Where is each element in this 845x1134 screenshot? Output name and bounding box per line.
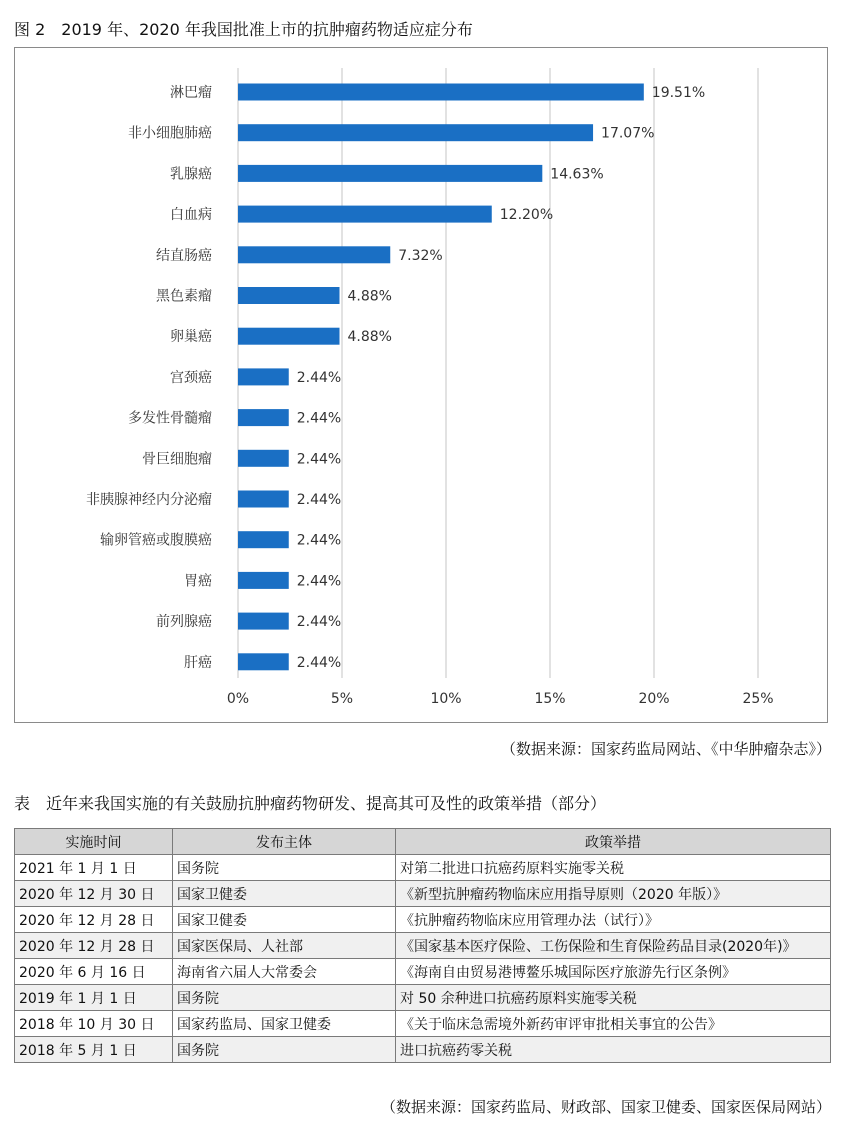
cell-measure: 《抗肿瘤药物临床应用管理办法（试行）》: [396, 907, 831, 933]
cell-measure: 对 50 余种进口抗癌药原料实施零关税: [396, 985, 831, 1011]
bar: [238, 531, 289, 548]
bar: [238, 328, 340, 345]
bar: [238, 450, 289, 467]
data-label: 2.44%: [296, 492, 342, 508]
category-label: 黑色素瘤: [156, 288, 212, 305]
cell-date: 2018 年 10 月 30 日: [15, 1011, 173, 1037]
cell-date: 2020 年 12 月 30 日: [15, 881, 173, 907]
data-label: 2.44%: [296, 532, 342, 549]
cell-issuer: 国家药监局、国家卫健委: [173, 1011, 396, 1037]
table-title: 表 近年来我国实施的有关鼓励抗肿瘤药物研发、提高其可及性的政策举措（部分）: [14, 794, 607, 813]
category-label: 白血病: [170, 207, 212, 224]
cell-issuer: 国家卫健委: [173, 881, 396, 907]
x-tick-label: 0%: [226, 691, 250, 707]
header-date: 实施时间: [15, 829, 173, 855]
category-label: 多发性骨髓瘤: [128, 410, 212, 427]
cell-measure: 《关于临床急需境外新药审评审批相关事宜的公告》: [396, 1011, 831, 1037]
bar: [238, 491, 289, 508]
cell-issuer: 国家卫健委: [173, 907, 396, 933]
bar: [238, 165, 542, 182]
category-label: 淋巴瘤: [170, 85, 212, 101]
x-tick-label: 25%: [742, 691, 774, 707]
bar: [238, 653, 289, 670]
data-label: 7.32%: [398, 247, 443, 264]
data-label: 2.44%: [296, 369, 342, 386]
table-row: [15, 933, 831, 959]
category-label: 宫颈癌: [170, 369, 212, 386]
figure-title: 图 2 2019 年、2020 年我国批准上市的抗肿瘤药物适应症分布: [14, 20, 473, 39]
cell-issuer: 国务院: [173, 855, 396, 881]
data-label: 4.88%: [347, 329, 392, 346]
header-measure: 政策举措: [396, 829, 831, 855]
data-label: 2.44%: [296, 654, 342, 671]
category-label: 前列腺癌: [156, 614, 212, 631]
x-tick-label: 10%: [430, 691, 462, 707]
x-tick-label: 5%: [330, 691, 354, 707]
table-row: [15, 1037, 831, 1063]
bar: [238, 206, 492, 223]
cell-date: 2019 年 1 月 1 日: [15, 985, 173, 1011]
data-label: 4.88%: [347, 288, 392, 305]
data-label: 17.07%: [601, 125, 655, 142]
cell-date: 2020 年 6 月 16 日: [15, 959, 173, 985]
bar-chart: [15, 48, 827, 722]
category-label: 卵巢癌: [170, 329, 212, 346]
data-label: 2.44%: [296, 410, 342, 427]
bar: [238, 409, 289, 426]
bar: [238, 287, 340, 304]
category-label: 非小细胞肺癌: [128, 125, 212, 142]
cell-measure: 《海南自由贸易港博鳌乐城国际医疗旅游先行区条例》: [396, 959, 831, 985]
bar: [238, 124, 593, 141]
chart-frame: [14, 47, 828, 723]
category-label: 非胰腺神经内分泌瘤: [86, 492, 212, 508]
category-label: 骨巨细胞瘤: [142, 451, 212, 468]
bar: [238, 368, 289, 385]
table-source: （数据来源：国家药监局、财政部、国家卫健委、国家医保局网站）: [380, 1098, 831, 1116]
cell-measure: 《新型抗肿瘤药物临床应用指导原则（2020 年版）》: [396, 881, 831, 907]
data-label: 12.20%: [499, 207, 554, 224]
data-label: 2.44%: [296, 573, 342, 590]
x-tick-label: 15%: [534, 691, 566, 707]
cell-measure: 进口抗癌药零关税: [396, 1037, 831, 1063]
bar: [238, 613, 289, 630]
cell-date: 2018 年 5 月 1 日: [15, 1037, 173, 1063]
bar: [238, 572, 289, 589]
table-row: [15, 985, 831, 1011]
table-row: [15, 1011, 831, 1037]
data-label: 19.51%: [651, 85, 706, 101]
bar: [238, 84, 644, 101]
category-label: 肝癌: [184, 654, 212, 671]
cell-issuer: 国家医保局、人社部: [173, 933, 396, 959]
bar: [238, 246, 390, 263]
data-label: 14.63%: [550, 166, 604, 183]
policy-table: [14, 828, 831, 1063]
x-tick-label: 20%: [638, 691, 670, 707]
table-header-row: [15, 829, 831, 855]
category-label: 胃癌: [184, 573, 212, 590]
table-row: [15, 907, 831, 933]
data-label: 2.44%: [296, 451, 342, 468]
cell-measure: 《国家基本医疗保险、工伤保险和生育保险药品目录(2020年)》: [396, 933, 831, 959]
category-label: 乳腺癌: [170, 166, 212, 183]
cell-date: 2020 年 12 月 28 日: [15, 933, 173, 959]
cell-measure: 对第二批进口抗癌药原料实施零关税: [396, 855, 831, 881]
table-row: [15, 855, 831, 881]
table-row: [15, 881, 831, 907]
cell-date: 2020 年 12 月 28 日: [15, 907, 173, 933]
data-label: 2.44%: [296, 614, 342, 631]
cell-date: 2021 年 1 月 1 日: [15, 855, 173, 881]
category-label: 输卵管癌或腹膜癌: [100, 532, 212, 549]
figure-source: （数据来源：国家药监局网站、《中华肿瘤杂志》）: [500, 740, 831, 758]
cell-issuer: 国务院: [173, 985, 396, 1011]
header-issuer: 发布主体: [173, 829, 396, 855]
cell-issuer: 国务院: [173, 1037, 396, 1063]
table-row: [15, 959, 831, 985]
category-label: 结直肠癌: [156, 247, 212, 264]
cell-issuer: 海南省六届人大常委会: [173, 959, 396, 985]
